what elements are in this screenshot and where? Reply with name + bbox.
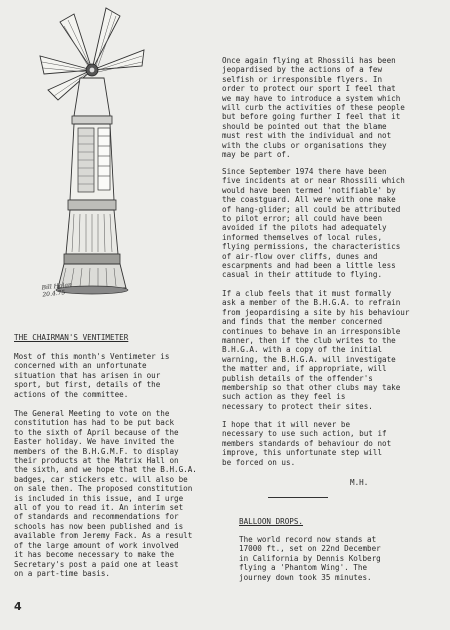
- closing-paragraph: I hope that it will never be necessary to use such action, but if members standards of behaviour do not improve, this unfortunate step will be forced on us.: [222, 420, 392, 467]
- artist-signature: Bill Holan 20.4.75: [41, 281, 73, 299]
- balloon-drops-paragraph: The world record now stands at 17000 ft., set on 22nd December in California by Dennis Kolberg flying a 'Phantom Wing'. The journey down took 35 minutes.: [239, 535, 381, 582]
- page-number: 4: [14, 600, 22, 613]
- rhossili-paragraph: Once again flying at Rhossili has been jeopardised by the actions of a few selfish or irresponsible flyers. In order to protect our sport I feel that we may have to introduce a system which will curb the activities of these people but before going further I feel that it should be pointed out that the blame must rest with the individual and not with the clubs or organisations they may be part of.: [222, 56, 405, 160]
- general-meeting-paragraph: The General Meeting to vote on the constitution has had to be put back to the sixth of April because of the Easter holiday. We have invited the members of the B.H.G.M.F. to display their products at the Matrix Hall on the sixth, and we hope that the B.H.G.A. badges, car stickers etc. will also be on sale then. The proposed constitution is included in this issue, and I urge all of you to read it. An interim set of standards and recommendations for schools has now been published and is available from Jeremy Fack. As a result of the large amount of work involved it has become necessary to make the Secretary's post a paid one at least on a part-time basis.: [14, 409, 197, 578]
- balloon-drops-heading: BALLOON DROPS.: [239, 517, 304, 526]
- ventimeter-intro-paragraph: Most of this month's Ventimeter is concerned with an unfortunate situation that has arisen in our sport, but first, details of the actions of the committee.: [14, 352, 170, 399]
- ventimeter-illustration: [18, 4, 183, 300]
- section-divider: [268, 497, 328, 498]
- author-signature: M.H.: [350, 478, 369, 487]
- club-action-paragraph: If a club feels that it must formally ask a member of the B.H.G.A. to refrain from jeopardising a site by his behaviour and finds that the member concerned continues to behave in an irresponsible manner, then if the club writes to the B.H.G.A. with a copy of the initial warning, the B.H.G.A. will investigate the matter and, if appropriate, will publish details of the offender's membership so that other clubs may take such action as they feel is necessary to protect their sites.: [222, 289, 410, 411]
- chairmans-ventimeter-heading: THE CHAIRMAN'S VENTIMETER: [14, 333, 129, 342]
- incidents-paragraph: Since September 1974 there have been five incidents at or near Rhossili which would have been termed 'notifiable' by the coastguard. All were with one make of hang-glider; all could be attributed to pilot error; all could have been avoided if the pilots had adequately informed themselves of local rules, flying permissions, the characteristics of air-flow over cliffs, dunes and escarpments and had been a little less casual in their attitude to flying.: [222, 167, 405, 280]
